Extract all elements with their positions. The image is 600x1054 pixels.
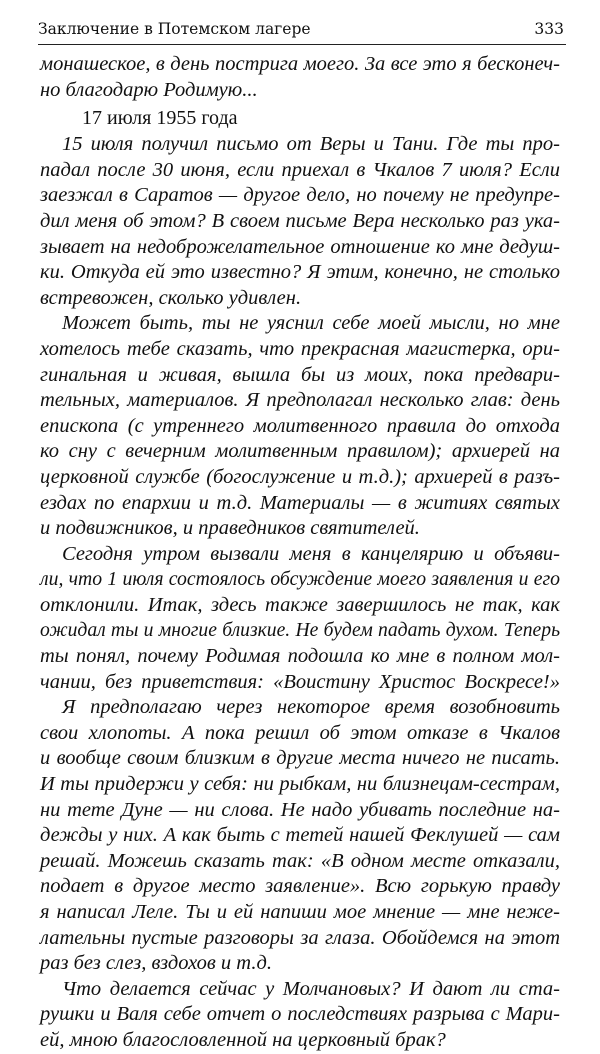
text-line: я написал Леле. Ты и ей напиши мое мнение — мне неже- bbox=[40, 901, 560, 923]
text-line: встревожен, сколько удивлен. bbox=[40, 286, 302, 309]
text-line: лательны пустые разговоры за глаза. Обойдемся на этот bbox=[40, 926, 560, 949]
running-header bbox=[38, 18, 566, 45]
paragraph bbox=[40, 132, 560, 311]
text-line: и вообще своим близким в другие места ничего не писать. bbox=[40, 747, 560, 770]
text-line: Я предполагаю через некоторое время возобновить bbox=[62, 696, 560, 719]
text-line: свои хлопоты. А пока решил об этом отказе в Чкалов bbox=[40, 721, 560, 744]
text-line: тельных, материалов. Я предполагал несколько глав: день bbox=[40, 389, 560, 412]
text-line: 15 июля получил письмо от Веры и Тани. Где ты про- bbox=[62, 133, 560, 156]
text-line: дил меня об этом? В своем письме Вера несколько раз ука- bbox=[40, 209, 560, 232]
text-line: ей, мною благословленной на церковный брак? bbox=[40, 1028, 446, 1051]
text-line: дежды у них. А как быть с тетей нашей Феклушей — сам bbox=[40, 824, 560, 847]
paragraph bbox=[40, 695, 560, 977]
text-line: рушки и Валя себе отчет о последствиях разрыва с Мари- bbox=[40, 1003, 560, 1026]
text-line: подает в другое место заявление». Всю горькую правду bbox=[40, 875, 560, 898]
text-line: Может быть, ты не уяснил себе моей мысли, но мне bbox=[62, 312, 560, 335]
running-title: Заключение в Потемском лагере bbox=[38, 20, 311, 38]
text-line: чании, без приветствия: «Воистину Христос Воскресе!» bbox=[40, 670, 560, 693]
text-line: ожидал ты и многие близкие. Не будем падать духом. Теперь bbox=[40, 619, 560, 642]
paragraph bbox=[40, 542, 560, 696]
text-line: но благодарю Родимую... bbox=[40, 78, 258, 101]
text-line: монашеское, в день пострига моего. За все это я бесконеч- bbox=[40, 53, 560, 75]
text-line: И ты придержи у себя: ни рыбкам, ни близнецам-сестрам, bbox=[40, 773, 560, 796]
text-line: отклонили. Итак, здесь также завершилось не так, как bbox=[40, 593, 560, 616]
intro-fragment bbox=[40, 52, 560, 103]
text-line: гинальная и живая, вышла бы из моих, пока предвари- bbox=[40, 363, 560, 386]
text-line: Сегодня утром вызвали меня в канцелярию и объяви- bbox=[62, 542, 560, 565]
text-line: зывает на недоброжелательное отношение ко мне дедуш- bbox=[40, 235, 560, 258]
text-line: ко сну с вечерним молитвенным правилом); архиерей на bbox=[40, 440, 560, 463]
text-line: решай. Можешь сказать так: «В одном месте отказали, bbox=[40, 849, 560, 872]
text-line: раз без слез, вздохов и т.д. bbox=[40, 952, 272, 975]
text-line: церковной службе (богослужение и т.д.); архиерей в разъ- bbox=[40, 465, 560, 488]
page-body bbox=[40, 52, 560, 1054]
text-line: епископа (с утреннего молитвенного правила до отхода bbox=[40, 414, 560, 437]
entry-date: 17 июля 1955 года bbox=[82, 107, 238, 130]
text-line: ездах по епархии и т.д. Материалы — в житиях святых bbox=[40, 491, 560, 514]
text-line: Что делается сейчас у Молчановых? И дают ли ста- bbox=[62, 977, 560, 1000]
paragraph bbox=[40, 311, 560, 541]
text-line: ты понял, почему Родимая подошла ко мне в полном мол- bbox=[40, 645, 560, 668]
paragraph bbox=[40, 977, 560, 1054]
text-line: заезжал в Саратов — другое дело, но почему не предупре- bbox=[40, 184, 560, 207]
text-line: ки. Откуда ей это известно? Я этим, конечно, не столько bbox=[40, 261, 560, 284]
text-line: ли, что 1 июля состоялось обсуждение моего заявления и его bbox=[40, 568, 560, 591]
text-line: и подвижников, и праведников святителей. bbox=[40, 517, 420, 540]
text-line: хотелось тебе сказать, что прекрасная магистерка, ори- bbox=[40, 337, 560, 360]
page-number: 333 bbox=[534, 20, 564, 38]
text-line: падал после 30 июня, если приехал в Чкалов 7 июля? Если bbox=[40, 158, 560, 181]
text-line: ни тете Дуне — ни слова. Не надо убивать последние на- bbox=[40, 798, 560, 821]
